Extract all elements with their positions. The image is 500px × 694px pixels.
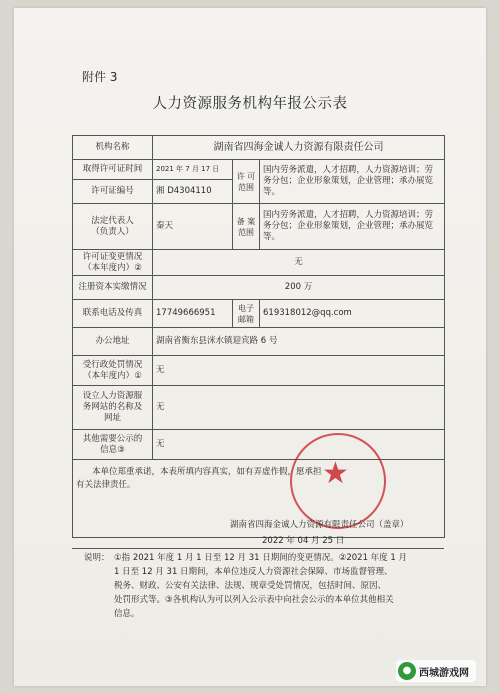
org-name-value: 湖南省四海金诚人力资源有限责任公司 [153, 136, 445, 160]
license-date-value: 2021 年 7 月 17 日 [153, 160, 233, 180]
attachment-label: 附件 3 [82, 70, 118, 84]
explanation-block [84, 551, 440, 621]
website-label: 设立人力资源服 务网站的名称及 网址 [73, 386, 153, 430]
address-label: 办公地址 [73, 328, 153, 356]
license-no-label: 许可证编号 [73, 180, 153, 204]
explanation-label: 说明： [84, 553, 110, 563]
row-org-name [73, 136, 445, 160]
phone-label: 联系电话及传真 [73, 300, 153, 328]
table-bottom-line [72, 548, 444, 549]
license-scope-label: 许 可 范围 [233, 160, 260, 204]
license-change-value: 无 [153, 250, 445, 276]
license-change-mark: ② [134, 262, 142, 273]
penalty-label: 受行政处罚情况 （本年度内）① [73, 356, 153, 386]
record-scope-label: 备 案 范围 [233, 204, 260, 250]
row-other [73, 430, 445, 460]
report-form-table [72, 135, 445, 538]
row-penalty [73, 356, 445, 386]
email-label: 电子 邮箱 [233, 300, 260, 328]
explanation-body: ①指 2021 年度 1 月 1 日至 12 月 31 日期间的变更情况。②2021 年度 1 月 1 日至 12 月 31 日期间，本单位违反人力资源社会保障、市场监督管理、 税务、财政、公安有关法律、法规、规章受处罚情况，包括时间、原因、 处罚形式等。③各机构认为可以列入公示表中向社会公示的本单位其他相关 信息。 [114, 553, 407, 619]
license-no-value: 湘 D4304110 [153, 180, 233, 204]
capital-label: 注册资本实缴情况 [73, 276, 153, 300]
license-change-label: 许可证变更情况 （本年度内）② [73, 250, 153, 276]
phone-value: 17749666951 [153, 300, 233, 328]
org-name-label: 机构名称 [73, 136, 153, 160]
signature-date: 2022 年 04 月 25 日 [262, 536, 345, 546]
row-license-date [73, 160, 445, 180]
other-label: 其他需要公示的 信息③ [73, 430, 153, 460]
seal-star-icon: ★ [322, 456, 349, 491]
site-watermark [396, 660, 476, 682]
row-license-change [73, 250, 445, 276]
legal-rep-value: 秦天 [153, 204, 233, 250]
company-seal [290, 433, 386, 529]
penalty-mark: ① [134, 370, 142, 381]
watermark-text: 西城游戏网 [419, 668, 469, 679]
record-scope-value: 国内劳务派遣，人才招聘，人力资源培训；劳务分包；企业形象策划，企业管理；承办展览等。 [260, 204, 445, 250]
capital-value: 200 万 [153, 276, 445, 300]
document-title: 人力资源服务机构年报公示表 [152, 96, 348, 112]
pledge-text: 本单位郑重承诺，本表所填内容真实，如有弄虚作假，愿承担 有关法律责任。 [76, 467, 322, 490]
website-value: 无 [153, 386, 445, 430]
other-value: 无 [153, 430, 445, 460]
penalty-value: 无 [153, 356, 445, 386]
row-capital [73, 276, 445, 300]
legal-rep-label: 法定代表人 （负责人） [73, 204, 153, 250]
license-date-label: 取得许可证时间 [73, 160, 153, 180]
license-scope-value: 国内劳务派遣，人才招聘，人力资源培训；劳务分包；企业形象策划，企业管理；承办展览等。 [260, 160, 445, 204]
watermark-logo-icon: ● [398, 662, 416, 680]
signature-org: 湖南省四海金诚人力资源有限责任公司（盖章） [230, 520, 409, 530]
row-legal-rep [73, 204, 445, 250]
other-mark: ③ [117, 444, 125, 455]
row-phone-email [73, 300, 445, 328]
row-address [73, 328, 445, 356]
address-value: 湖南省衡东县洣水镇迎宾路 6 号 [153, 328, 445, 356]
email-value: 619318012@qq.com [260, 300, 445, 328]
row-website [73, 386, 445, 430]
